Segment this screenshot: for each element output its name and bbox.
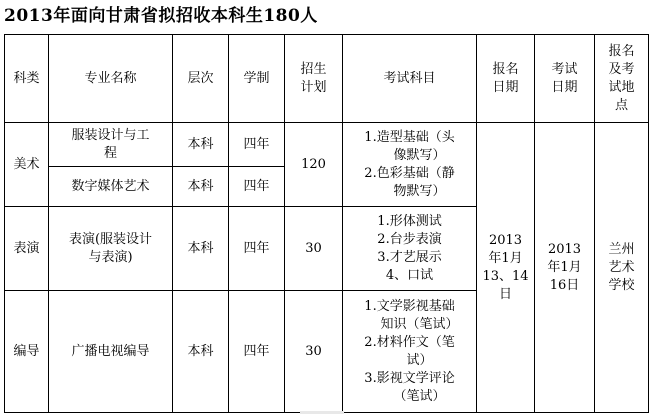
header-registration-date: 报名 日期 (477, 35, 535, 123)
table-row-art-fashion (5, 123, 649, 167)
quota-directing: 30 (285, 291, 343, 413)
header-duration: 学制 (229, 35, 285, 123)
header-quota: 招生 计划 (285, 35, 343, 123)
header-exam-date: 考试 日期 (535, 35, 595, 123)
header-row (5, 35, 649, 123)
category-directing: 编导 (5, 291, 49, 413)
exam-subjects-performance: 1.形体测试 2.台步表演 3.才艺展示 4、口试 (343, 207, 477, 291)
major-fashion-design: 服装设计与工 程 (49, 123, 173, 167)
divider (300, 411, 344, 414)
enrollment-table (4, 34, 649, 413)
quota-art: 120 (285, 123, 343, 207)
level-cell: 本科 (173, 207, 229, 291)
duration-cell: 四年 (229, 167, 285, 207)
quota-performance: 30 (285, 207, 343, 291)
header-exam-subjects: 考试科目 (343, 35, 477, 123)
level-cell: 本科 (173, 291, 229, 413)
major-digital-media-art: 数字媒体艺术 (49, 167, 173, 207)
category-art: 美术 (5, 123, 49, 207)
major-broadcast-directing: 广播电视编导 (49, 291, 173, 413)
level-cell: 本科 (173, 167, 229, 207)
header-location: 报名 及考 试地 点 (595, 35, 649, 123)
duration-cell: 四年 (229, 123, 285, 167)
category-performance: 表演 (5, 207, 49, 291)
major-performance: 表演(服装设计 与表演) (49, 207, 173, 291)
level-cell: 本科 (173, 123, 229, 167)
exam-subjects-directing: 1.文学影视基础 知识（笔试） 2.材料作文（笔 试） 3.影视文学评论 （笔试） (343, 291, 477, 413)
header-category: 科类 (5, 35, 49, 123)
registration-date: 2013 年1月 13、14 日 (477, 123, 535, 413)
header-major: 专业名称 (49, 35, 173, 123)
duration-cell: 四年 (229, 207, 285, 291)
page-title: 2013年面向甘肃省拟招收本科生180人 (4, 6, 318, 26)
exam-subjects-art: 1.造型基础（头 像默写） 2.色彩基础（静 物默写） (343, 123, 477, 207)
exam-location: 兰州 艺术 学校 (595, 123, 649, 413)
duration-cell: 四年 (229, 291, 285, 413)
exam-date: 2013 年1月 16日 (535, 123, 595, 413)
header-level: 层次 (173, 35, 229, 123)
